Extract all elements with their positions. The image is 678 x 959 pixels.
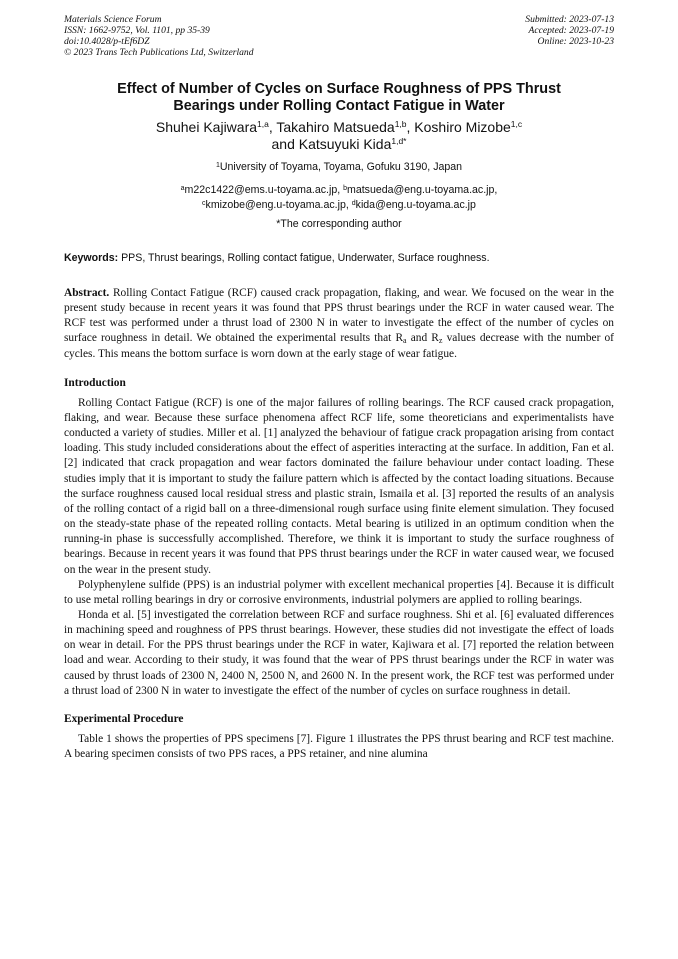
corresponding-author-note: *The corresponding author: [276, 218, 402, 230]
author-affil-mark: 1,a: [257, 119, 269, 129]
email-line2: [64, 198, 614, 213]
email-mark: c: [202, 199, 206, 207]
abstract-text: and R: [406, 332, 439, 345]
date-online: Online: 2023-10-23: [537, 36, 614, 47]
email-line1: [64, 183, 614, 198]
journal-info: [64, 14, 254, 58]
abstract-label: Abstract.: [64, 287, 110, 299]
date-submitted: Submitted: 2023-07-13: [525, 14, 614, 25]
author-conjunction: and: [271, 136, 299, 152]
author-affil-mark: 1,d*: [391, 136, 407, 146]
abstract-text: values decrease with the number of cycles. This means the bottom surface is worn down at the early stage of wear fatigue.: [64, 332, 614, 360]
experimental-paragraph-1: Table 1 shows the properties of PPS specimens [7]. Figure 1 illustrates the PPS thrust bearing and RCF test machine. A bearing specimen consists of two PPS races, a PPS retainer, and nine alumina: [64, 732, 614, 761]
author-affil-mark: 1,b: [394, 119, 407, 129]
journal-header: [64, 14, 614, 58]
author-name: Koshiro Mizobe: [414, 119, 511, 135]
journal-issn: ISSN: 1662-9752, Vol. 1101, pp 35-39: [64, 25, 210, 36]
author-line2: [64, 136, 614, 153]
email-link[interactable]: m22c1422@ems.u-toyama.ac.jp,: [184, 184, 344, 196]
author-name: Katsuyuki Kida: [298, 136, 392, 152]
journal-copyright: © 2023 Trans Tech Publications Ltd, Switzerland: [64, 47, 254, 58]
keywords: [64, 252, 614, 265]
keywords-text: PPS, Thrust bearings, Rolling contact fatigue, Underwater, Surface roughness.: [118, 252, 490, 264]
author-separator: ,: [406, 119, 415, 135]
author-emails: [64, 183, 614, 212]
author-name: Shuhei Kajiwara: [155, 119, 258, 135]
intro-paragraph-1: Rolling Contact Fatigue (RCF) is one of the major failures of rolling bearings. The RCF caused crack propagation, flaking, and wear. Because these surface phenomena affect RCF life, some theoreticians and experimentalists have conducted a variety of studies. Miller et al. [1] analyzed the behaviour of fatigue crack propagation arising from contact loading. This study included considerations about the effect of asperities interacting at the surface. In addition, Fan et al. [2] indicated that crack propagation and wear factors dominated the failure behaviour under contact loading. These studies imply that it is important to study the failure pattern which is affected by the contact loading situations. Because the surface roughness caused local residual stress and plastic strain, Ismaila et al. [3] reported the results of an analysis of the rolling contact of a rigid ball on a three-dimensional rough surface using finite element simulation. They focused on the steady-state phase of the repeated rolling contacts. Metal bearing is utilized in an optimum condition when the running-in phase is successfully accomplished. Therefore, we think it is important to study the surface roughness of bearings. Because in recent years it was found that PPS thrust bearings under the RCF in water caused wear, we focused on the wear in the present study.: [64, 396, 614, 576]
section-heading-experimental: Experimental Procedure: [64, 712, 184, 725]
email-mark: d: [351, 199, 356, 207]
author-list: [64, 119, 614, 153]
email-mark: b: [343, 185, 348, 192]
author-line1: [64, 119, 614, 136]
paper-title-line1: Effect of Number of Cycles on Surface Roughness of PPS Thrust: [117, 81, 561, 97]
paper-title-line2: Bearings under Rolling Contact Fatigue in Water: [173, 98, 505, 114]
keywords-label: Keywords:: [64, 252, 119, 264]
email-link[interactable]: kida@eng.u-toyama.ac.jp: [355, 198, 476, 211]
section-heading-introduction: Introduction: [64, 376, 126, 389]
email-link[interactable]: kmizobe@eng.u-toyama.ac.jp,: [205, 198, 352, 211]
date-accepted: Accepted: 2023-07-19: [528, 25, 614, 36]
author-affil-mark: 1,c: [510, 119, 523, 129]
intro-paragraph-3: Honda et al. [5] investigated the correlation between RCF and surface roughness. Shi et al. [6] evaluated differences in machining speed and roughness of PPS thrust bearings. However, these studies did not investigate the effect of loads on wear in detail. For the PPS thrust bearings under the RCF in water, Kajiwara et al. [7] reported the relation between load and wear. According to their study, it was found that the wear of PPS thrust bearings under the RCF in water was caused by thrust loads of 2300 N, 2400 N, 2500 N, and 2600 N. In the present work, the RCF test was performed under a thrust load of 2300 N in water to investigate the effect of the number of cycles on surface roughness in detail.: [64, 608, 614, 697]
journal-doi: doi:10.4028/p-tEf6DZ: [64, 36, 150, 47]
author-separator: ,: [268, 119, 277, 135]
email-link[interactable]: matsueda@eng.u-toyama.ac.jp,: [347, 184, 498, 196]
affiliation-text: University of Toyama, Toyama, Gofuku 3190, Japan: [219, 161, 463, 173]
journal-name: Materials Science Forum: [64, 14, 162, 25]
subscript-a: a: [403, 336, 407, 346]
author-name: Takahiro Matsueda: [276, 119, 395, 135]
intro-paragraph-2: Polyphenylene sulfide (PPS) is an industrial polymer with excellent mechanical properties [4]. Because it is difficult to use metal rolling bearings in dry or corrosive environments, industrial polymers are applied to rolling bearings.: [64, 578, 614, 606]
paper-title: [64, 81, 614, 115]
affiliation: [64, 161, 614, 174]
affiliation-mark: 1: [215, 162, 220, 169]
abstract: [64, 286, 614, 362]
abstract-text: Rolling Contact Fatigue (RCF) caused crack propagation, flaking, and wear. We focused on the wear in the present study because in recent years it was found that PPS thrust bearings under the RCF in water caused wear. The RCF test was performed under a thrust load of 2300 N in water to investigate the effect of the number of cycles on surface roughness in detail. We obtained the experimental results that R: [64, 287, 614, 345]
email-mark: a: [180, 185, 185, 192]
subscript-z: z: [438, 336, 443, 346]
publication-dates: [525, 14, 614, 58]
